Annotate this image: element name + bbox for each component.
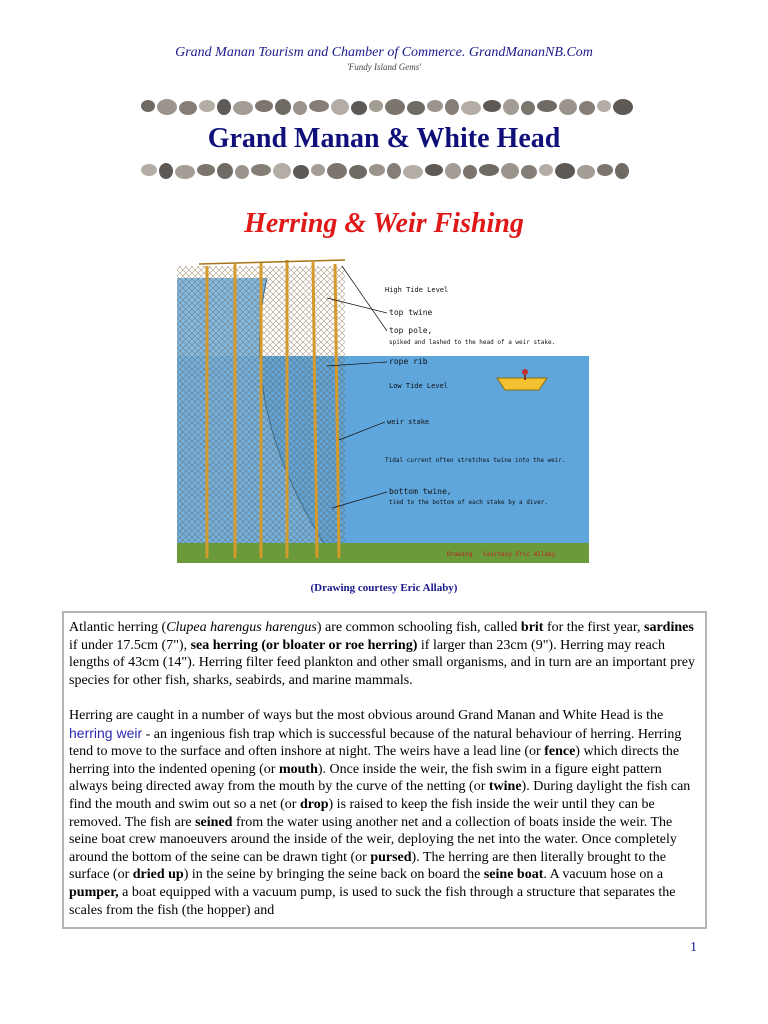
pebble <box>293 101 307 115</box>
page-number: 1 <box>690 940 697 955</box>
article-text-box <box>62 611 707 929</box>
pebble <box>403 165 423 179</box>
paragraph-weir-method: Herring are caught in a number of ways but the most obvious around Grand Manan and White Head is the herring weir - an ingenious fish trap which is successful because of the natural behaviour of herring. Herring tend to move to the surface and often inshore at night. The weirs have a lead line (or fence) which directs the herring into the indented opening (or mouth). Once inside the weir, the fish swim in a figure eight pattern always being directed away from the mouth by the curve of the netting (or twine). During daylight the fish can find the mouth and swim out so a net (or drop) is raised to keep the fish inside the weir until they can be removed. The fish are seined from the water using another net and a collection of boats inside the weir. The seine boat crew manoeuvers around the inside of the weir, deploying the net into the water. Once completely around the bottom of the seine can be drawn tight (or pursed). The herring are then literally brought to the surface (or dried up) in the seine by bringing the seine back on board the seine boat. A vacuum hose on a pumper, a boat equipped with a vacuum pump, is used to suck the fish through a structure that separates the scales from the fish (the hopper) and <box>69 707 691 918</box>
pebble <box>199 100 215 112</box>
site-header-line[interactable]: Grand Manan Tourism and Chamber of Commerce. GrandMananNB.Com <box>175 45 593 60</box>
pebble <box>463 165 477 179</box>
label-top-pole-note: spiked and lashed to the head of a weir stake. <box>389 339 556 346</box>
section-title: Herring & Weir Fishing <box>244 208 524 239</box>
label-bottom-twine-note: tied to the bottom of each stake by a diver. <box>389 499 548 506</box>
pebble <box>293 165 309 179</box>
pebble <box>615 163 629 179</box>
weir-diagram <box>177 258 589 563</box>
pebble <box>597 164 613 176</box>
pebble <box>217 99 231 115</box>
pebble <box>479 164 499 176</box>
pebble <box>559 99 577 115</box>
pebble <box>369 100 383 112</box>
pebble <box>387 163 401 179</box>
pebble <box>273 163 291 179</box>
pebble <box>445 99 459 115</box>
label-low-tide: Low Tide Level <box>389 382 449 390</box>
label-rope-rib: rope rib <box>389 357 428 366</box>
pebble <box>327 163 347 179</box>
pebble <box>461 101 481 115</box>
pebble <box>369 164 385 176</box>
pebble <box>311 164 325 176</box>
page-title: Grand Manan & White Head <box>207 123 561 154</box>
pebble <box>157 99 177 115</box>
pebble <box>613 99 633 115</box>
label-top-pole: top pole, <box>389 326 433 335</box>
pebble <box>351 101 367 115</box>
pebble <box>251 164 271 176</box>
pebble <box>539 164 553 176</box>
label-bottom-twine: bottom twine, <box>389 487 452 496</box>
pebble <box>577 165 595 179</box>
pebble <box>179 101 197 115</box>
pebble <box>483 100 501 112</box>
label-high-tide: High Tide Level <box>385 286 449 294</box>
label-weir-stake: weir stake <box>387 418 430 426</box>
pebble <box>425 164 443 176</box>
pebble <box>349 165 367 179</box>
pebble <box>275 99 291 115</box>
paragraph-herring-intro: Atlantic herring (Clupea harengus harengus) are common schooling fish, called brit for the first year, sardines if under 17.5cm (7"), sea herring (or bloater or roe herring) if larger than 23cm (9"). Herring may reach lengths of 43cm (14"). Herring filter feed plankton and other small organisms, and in turn are an important prey species for other fish, sharks, seabirds, and marine mammals. <box>69 620 695 688</box>
site-tagline: 'Fundy Island Gems' <box>346 62 422 72</box>
pebble <box>331 99 349 115</box>
pebble <box>141 100 155 112</box>
pebble <box>521 101 535 115</box>
stone-divider-top <box>133 96 633 118</box>
pebble <box>501 163 519 179</box>
pebble <box>579 101 595 115</box>
pebble <box>217 163 233 179</box>
pebble <box>503 99 519 115</box>
pebble <box>255 100 273 112</box>
drawing-signature: Drawing - Courtesy Eric Allaby <box>447 551 556 558</box>
pebble <box>197 164 215 176</box>
pebble <box>159 163 173 179</box>
pebble <box>309 100 329 112</box>
pebble <box>175 165 195 179</box>
pebble <box>407 101 425 115</box>
pebble <box>537 100 557 112</box>
pebble <box>427 100 443 112</box>
pebble <box>445 163 461 179</box>
label-top-twine: top twine <box>389 308 433 317</box>
pebble <box>521 165 537 179</box>
stone-divider-bottom <box>133 160 633 182</box>
drawing-caption: (Drawing courtesy Eric Allaby) <box>310 582 458 594</box>
pebble <box>385 99 405 115</box>
pebble <box>555 163 575 179</box>
herring-weir-link[interactable]: herring weir <box>69 724 143 741</box>
label-tidal-note: Tidal current often stretches twine into the weir. <box>385 457 566 464</box>
pebble <box>597 100 611 112</box>
pebble <box>141 164 157 176</box>
pebble <box>235 165 249 179</box>
pebble <box>233 101 253 115</box>
